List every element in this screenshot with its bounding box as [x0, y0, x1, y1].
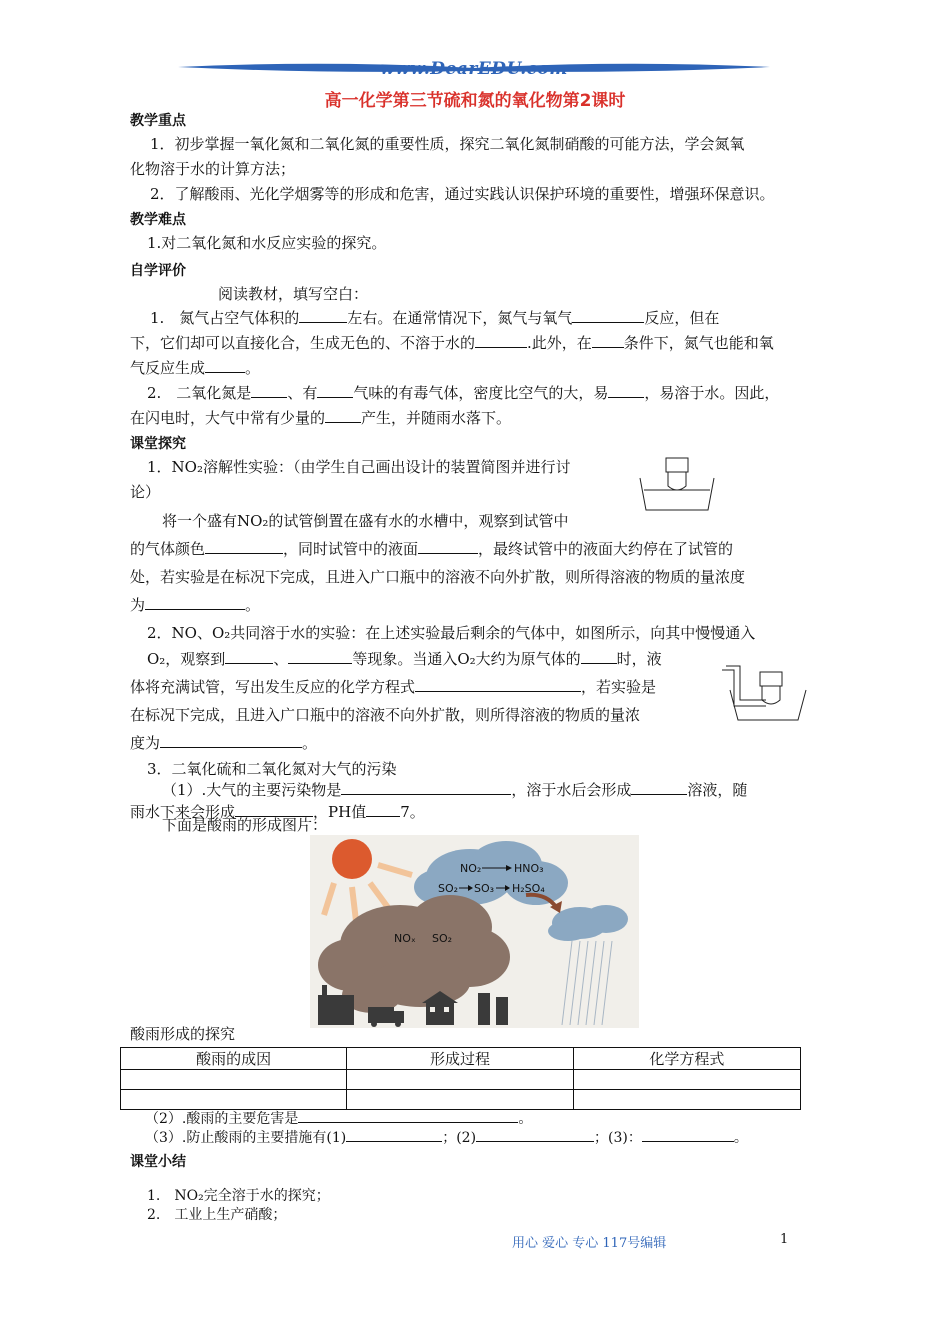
- table-cell[interactable]: [573, 1070, 800, 1090]
- explore-e2-line3: 体将充满试管，写出发生反应的化学方程式 ，若实验是: [130, 675, 656, 699]
- self-eval-q1-line3: 气反应生成 。: [130, 356, 260, 380]
- self-eval-intro: 阅读教材，填写空白：: [218, 285, 369, 303]
- logo-text: www.DearEDU.com: [380, 59, 568, 79]
- self-eval-q1-line1: 1. 氮气占空气体积的 左右。在通常情况下，氮气与氧气 反应，但在: [150, 306, 719, 330]
- footer-text: 用心 爱心 专心 117号编辑: [512, 1236, 667, 1251]
- table-cell[interactable]: [121, 1070, 347, 1090]
- blank[interactable]: [346, 1125, 442, 1142]
- page-title: 高一化学第三节硫和氮的氧化物第2课时: [324, 91, 626, 111]
- self-eval-q1-line2: 下，它们却可以直接化合，生成无色的、不溶于水的 .此外，在 条件下，氮气也能和氧: [130, 331, 774, 355]
- blank[interactable]: [288, 647, 352, 664]
- explore-e3-title: 3．二氧化硫和二氧化氮对大气的污染: [147, 760, 397, 778]
- blank[interactable]: [317, 381, 353, 398]
- blank[interactable]: [160, 731, 302, 748]
- explore-e3-line1: （1）.大气的主要污染物是 ，溶于水后会形成 溶液，随: [162, 778, 747, 802]
- page-number: 1: [780, 1232, 789, 1247]
- table-cell[interactable]: [347, 1070, 573, 1090]
- acid-rain-table: [120, 1047, 801, 1110]
- section-heading-explore: 课堂探究: [130, 436, 186, 452]
- explore-e3-line3: 下面是酸雨的形成图片：: [162, 816, 328, 834]
- focus-line-1: 1．初步掌握一氧化氮和二氧化氮的重要性质，探究二氧化氮制硝酸的可能方法，学会氮氧: [150, 135, 745, 153]
- blank[interactable]: [225, 647, 273, 664]
- section-heading-self-eval: 自学评价: [130, 263, 186, 279]
- blank[interactable]: [205, 537, 283, 554]
- blank[interactable]: [572, 306, 644, 323]
- blank[interactable]: [299, 306, 347, 323]
- reaction-2-product: H₂SO₄: [512, 882, 545, 895]
- table-row: [121, 1070, 801, 1090]
- oxygen-feed-apparatus-icon: [720, 660, 810, 724]
- blank[interactable]: [592, 331, 624, 348]
- blank[interactable]: [251, 381, 287, 398]
- explore-e1-line2: 论）: [130, 483, 161, 501]
- table-header-equation: 化学方程式: [573, 1048, 800, 1070]
- blank[interactable]: [298, 1106, 518, 1123]
- blank[interactable]: [476, 1125, 594, 1142]
- explore-e2-line5: 度为 。: [130, 731, 317, 755]
- factory-icon: [318, 995, 354, 1025]
- house-icon: [426, 1001, 454, 1025]
- measures-line: （3）.防止酸雨的主要措施有(1) ；(2) ；(3)： 。: [145, 1125, 748, 1150]
- table-cell[interactable]: [573, 1090, 800, 1110]
- pollutant-label-1: NOₓ: [394, 932, 416, 945]
- explore-e2-line2: O₂，观察到 、 等现象。当通入O₂大约为原气体的 时，液: [147, 647, 662, 671]
- blank[interactable]: [325, 406, 361, 423]
- blank[interactable]: [145, 593, 245, 610]
- explore-e1-line1: 1．NO₂溶解性实验：（由学生自己画出设计的装置简图并进行讨: [147, 458, 571, 476]
- harm-line: （2）.酸雨的主要危害是 。: [145, 1106, 532, 1131]
- table-header-cause: 酸雨的成因: [121, 1048, 347, 1070]
- reaction-2-reactant: SO₂: [438, 882, 459, 895]
- blank[interactable]: [341, 778, 511, 795]
- truck-icon: [368, 1007, 394, 1023]
- explore-e1-line4: 的气体颜色 ，同时试管中的液面 ，最终试管中的液面大约停在了试管的: [130, 537, 733, 561]
- blank[interactable]: [631, 778, 687, 795]
- reaction-1-product: HNO₃: [514, 862, 544, 875]
- table-header-process: 形成过程: [347, 1048, 573, 1070]
- self-eval-q2-line1: 2. 二氧化氮是 、有 气味的有毒气体，密度比空气的大，易 ，易溶于水。因此，: [147, 381, 779, 405]
- table-caption: 酸雨形成的探究: [130, 1025, 236, 1043]
- section-heading-summary: 课堂小结: [130, 1154, 186, 1170]
- blank[interactable]: [581, 647, 617, 664]
- explore-e2-line4: 在标况下完成，且进入广口瓶中的溶液不向外扩散，则所得溶液的物质的量浓: [130, 706, 641, 724]
- difficulty-line-1: 1.对二氧化氮和水反应实验的探究。: [147, 234, 387, 252]
- cooling-tower-icon: [478, 993, 490, 1025]
- summary-item-2: 2. 工业上生产硝酸；: [147, 1207, 287, 1223]
- blank[interactable]: [608, 381, 644, 398]
- pollutant-label-2: SO₂: [432, 932, 453, 945]
- section-heading-difficulty: 教学难点: [130, 212, 186, 228]
- explore-e1-line5: 处，若实验是在标况下完成，且进入广口瓶中的溶液不向外扩散，则所得溶液的物质的量浓度: [130, 568, 746, 586]
- section-heading-focus: 教学重点: [130, 113, 186, 129]
- reaction-1-reactant: NO₂: [460, 862, 482, 875]
- summary-item-1: 1. NO₂完全溶于水的探究；: [147, 1188, 330, 1204]
- blank[interactable]: [366, 800, 400, 817]
- sun-icon: [332, 839, 372, 879]
- table-header-row: [121, 1048, 801, 1070]
- acid-rain-illustration: [310, 835, 639, 1028]
- explore-e3-line2: 雨水下来会形成 ，PH值 7。: [130, 800, 425, 824]
- explore-e1-line6: 为 。: [130, 593, 260, 617]
- explore-e1-line3: 将一个盛有NO₂的试管倒置在盛有水的水槽中，观察到试管中: [162, 512, 569, 530]
- blank[interactable]: [418, 537, 478, 554]
- blank[interactable]: [205, 356, 245, 373]
- site-logo[interactable]: [178, 58, 770, 88]
- explore-e2-line1: 2．NO、O₂共同溶于水的实验：在上述实验最后剩余的气体中，如图所示，向其中慢慢通入: [147, 624, 756, 642]
- reaction-2-intermediate: SO₃: [474, 882, 495, 895]
- acid-rain-diagram: [310, 835, 639, 1028]
- inverted-tube-apparatus-icon: [636, 456, 716, 514]
- blank[interactable]: [415, 675, 581, 692]
- focus-line-2: 化物溶于水的计算方法；: [130, 160, 296, 178]
- blank[interactable]: [475, 331, 527, 348]
- focus-line-3: 2．了解酸雨、光化学烟雾等的形成和危害，通过实践认识保护环境的重要性，增强环保意识。: [150, 185, 775, 203]
- blank[interactable]: [642, 1125, 734, 1142]
- self-eval-q2-line2: 在闪电时，大气中常有少量的 产生，并随雨水落下。: [130, 406, 511, 430]
